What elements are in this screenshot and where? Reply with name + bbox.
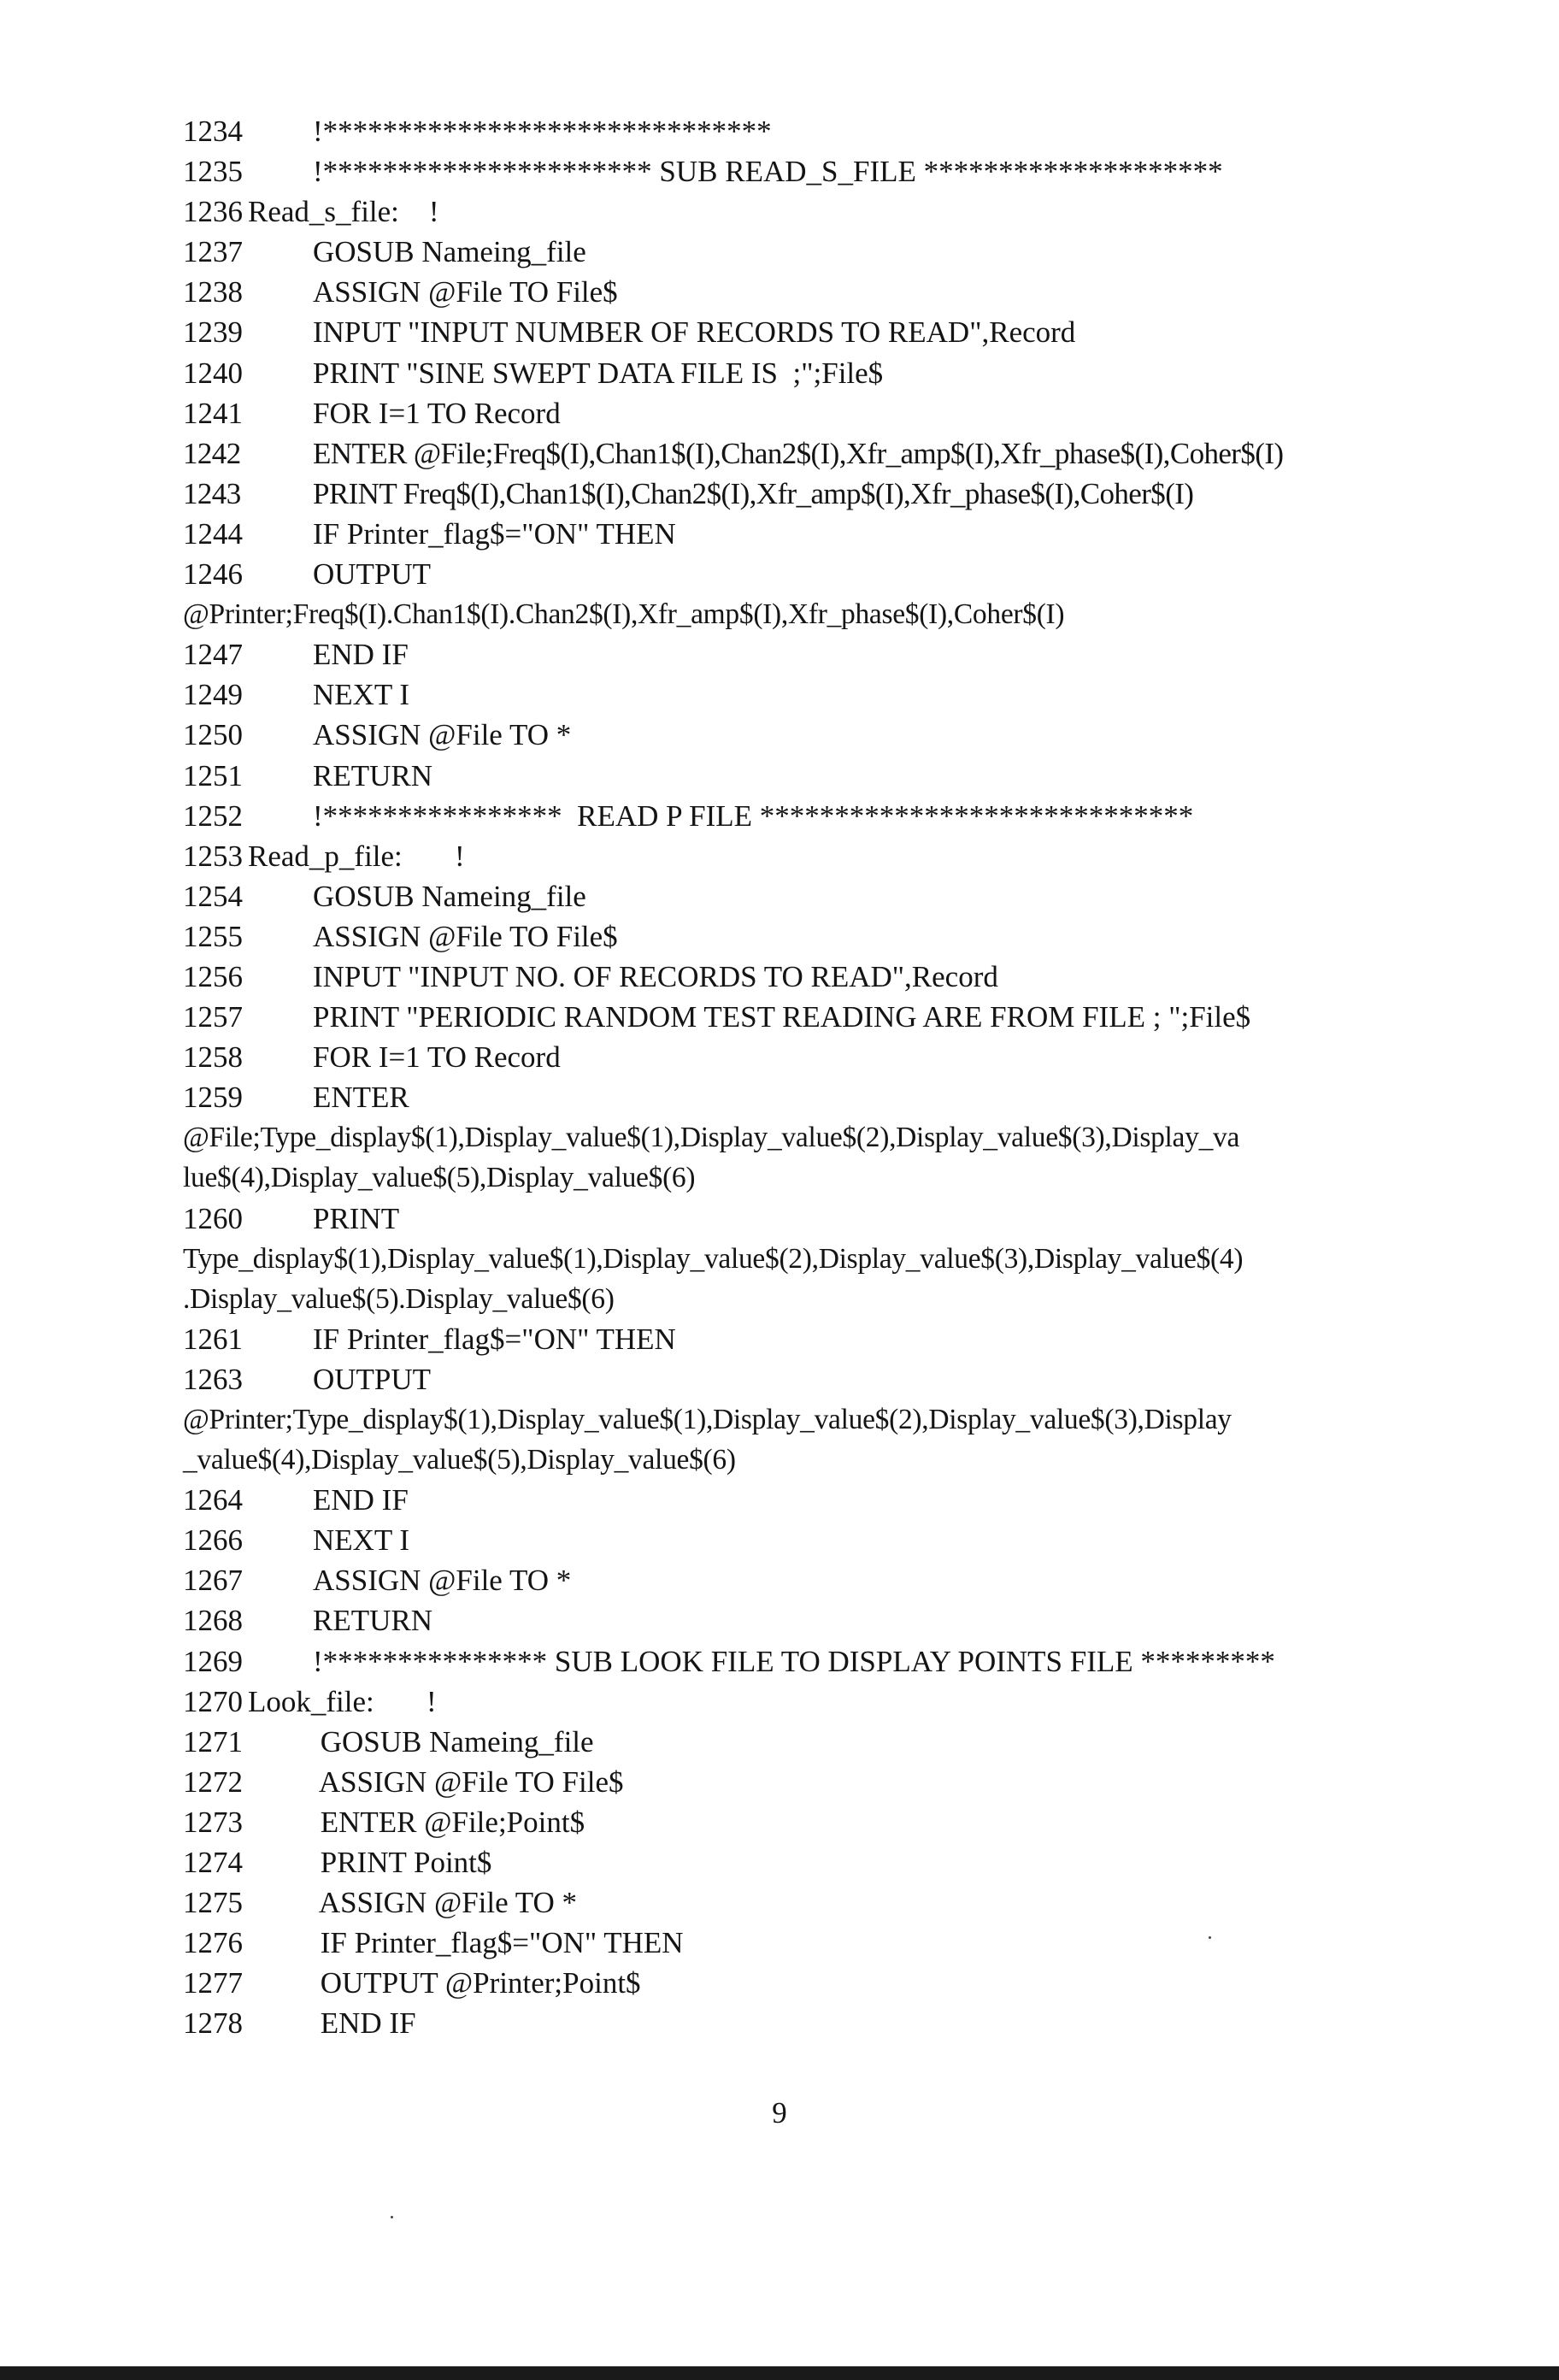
code-label: Read_s_file: ! — [248, 195, 439, 229]
code-continuation: @Printer;Type_display$(1),Display_value$(1),Display_value$(2),Display_value$(3),Display — [183, 1404, 1232, 1435]
line-number: 1260 — [183, 1201, 243, 1235]
line-number: 1250 — [183, 718, 243, 752]
code-statement: PRINT "PERIODIC RANDOM TEST READING ARE FROM FILE ; ";File$ — [313, 1000, 1251, 1034]
code-statement: END IF — [313, 2006, 416, 2041]
line-number: 1266 — [183, 1523, 243, 1558]
code-line — [183, 2003, 1482, 2043]
line-number: 1264 — [183, 1483, 243, 1517]
code-statement: OUTPUT @Printer;Point$ — [313, 1966, 641, 2000]
line-number: 1277 — [183, 1966, 243, 2000]
code-line — [183, 514, 1482, 554]
code-line — [183, 554, 1482, 594]
code-line — [183, 111, 1482, 151]
line-number: 1247 — [183, 638, 243, 672]
line-number: 1278 — [183, 2006, 243, 2041]
code-line — [183, 957, 1482, 997]
line-number: 1234 — [183, 115, 243, 148]
code-statement: ASSIGN @File TO * — [313, 718, 572, 752]
line-number: 1243 — [183, 476, 241, 510]
code-statement: RETURN — [313, 1604, 432, 1638]
line-number: 1270 — [183, 1684, 243, 1718]
code-continuation: @File;Type_display$(1),Display_value$(1),Display_value$(2),Display_value$(3),Display_va — [183, 1122, 1240, 1154]
code-statement: ASSIGN @File TO File$ — [313, 1764, 624, 1799]
code-label: Read_p_file: ! — [248, 839, 465, 873]
code-statement: GOSUB Nameing_file — [313, 235, 586, 269]
code-continuation: Type_display$(1),Display_value$(1),Display_value$(2),Display_value$(3),Display_value$(4) — [183, 1242, 1244, 1275]
code-statement: ENTER — [313, 1081, 409, 1115]
code-statement: FOR I=1 TO Record — [313, 1040, 561, 1075]
code-line — [183, 433, 1482, 474]
line-number: 1249 — [183, 678, 243, 712]
code-line — [183, 675, 1482, 715]
line-number: 1238 — [183, 275, 243, 309]
code-statement: ENTER @File;Freq$(I),Chan1$(I),Chan2$(I),Xfr_amp$(I),Xfr_phase$(I),Coher$(I) — [313, 436, 1284, 470]
line-number: 1274 — [183, 1846, 243, 1880]
code-statement: GOSUB Nameing_file — [313, 1724, 594, 1758]
code-statement: GOSUB Nameing_file — [313, 879, 586, 913]
line-number: 1240 — [183, 356, 243, 390]
line-number: 1241 — [183, 396, 243, 430]
line-number: 1239 — [183, 315, 243, 350]
code-statement: !**************** READ P FILE ***************************** — [313, 798, 1194, 833]
code-line — [183, 1319, 1482, 1359]
scan-bottom-edge — [0, 2366, 1559, 2380]
code-statement: INPUT "INPUT NO. OF RECORDS TO READ",Record — [313, 959, 998, 993]
code-line — [183, 1037, 1482, 1077]
code-line — [183, 1722, 1482, 1762]
line-number: 1275 — [183, 1886, 243, 1920]
line-number: 1246 — [183, 557, 243, 592]
code-statement: NEXT I — [313, 1523, 410, 1558]
line-number: 1251 — [183, 758, 243, 792]
line-number: 1272 — [183, 1764, 243, 1799]
line-number: 1237 — [183, 235, 243, 269]
line-number: 1273 — [183, 1805, 243, 1839]
code-line — [183, 715, 1482, 755]
code-line — [183, 1802, 1482, 1842]
code-listing — [183, 111, 1482, 2044]
code-statement: IF Printer_flag$="ON" THEN — [313, 1322, 676, 1356]
code-line — [183, 272, 1482, 312]
code-line — [183, 1359, 1482, 1399]
code-line — [183, 1923, 1482, 1963]
code-statement: INPUT "INPUT NUMBER OF RECORDS TO READ",Record — [313, 315, 1076, 350]
code-line — [183, 393, 1482, 433]
code-statement: OUTPUT — [313, 557, 432, 592]
code-line — [183, 634, 1482, 675]
page-number: 9 — [772, 2096, 787, 2130]
code-statement: PRINT Freq$(I),Chan1$(I),Chan2$(I),Xfr_amp$(I),Xfr_phase$(I),Coher$(I) — [313, 476, 1194, 510]
code-line — [183, 353, 1482, 393]
line-number: 1258 — [183, 1040, 243, 1075]
code-line — [183, 1077, 1482, 1117]
line-number: 1253 — [183, 839, 243, 873]
code-statement: END IF — [313, 1483, 409, 1517]
code-statement: FOR I=1 TO Record — [313, 396, 561, 430]
code-line — [183, 1560, 1482, 1600]
code-statement: IF Printer_flag$="ON" THEN — [313, 1926, 684, 1960]
code-line — [183, 1762, 1482, 1802]
code-statement: END IF — [313, 638, 409, 672]
line-number: 1269 — [183, 1644, 243, 1678]
line-number: 1276 — [183, 1926, 243, 1960]
code-line — [183, 1682, 1482, 1722]
code-continuation: lue$(4),Display_value$(5),Display_value$(6) — [183, 1162, 696, 1194]
code-statement: PRINT — [313, 1201, 400, 1235]
code-line — [183, 1963, 1482, 2003]
scan-speck — [391, 2216, 393, 2218]
line-number: 1257 — [183, 1000, 243, 1034]
code-statement: !********************** SUB READ_S_FILE ******************** — [313, 155, 1223, 189]
line-number: 1244 — [183, 516, 243, 551]
line-number: 1271 — [183, 1724, 243, 1758]
code-statement: !*************** SUB LOOK FILE TO DISPLAY POINTS FILE ********* — [313, 1644, 1275, 1678]
code-line — [183, 312, 1482, 352]
line-number: 1236 — [183, 195, 243, 229]
code-statement: PRINT Point$ — [313, 1846, 492, 1880]
code-line — [183, 474, 1482, 514]
code-continuation: @Printer;Freq$(I).Chan1$(I).Chan2$(I),Xfr_amp$(I),Xfr_phase$(I),Coher$(I) — [183, 598, 1065, 631]
code-line — [183, 1641, 1482, 1682]
code-line — [183, 151, 1482, 191]
code-statement: ASSIGN @File TO * — [313, 1564, 572, 1598]
code-line — [183, 1199, 1482, 1239]
code-line — [183, 997, 1482, 1037]
code-statement: IF Printer_flag$="ON" THEN — [313, 516, 676, 551]
code-line — [183, 916, 1482, 957]
code-line — [183, 1882, 1482, 1923]
code-statement: ASSIGN @File TO * — [313, 1886, 578, 1920]
code-line — [183, 756, 1482, 796]
code-continuation: .Display_value$(5).Display_value$(6) — [183, 1282, 615, 1315]
line-number: 1268 — [183, 1604, 243, 1638]
code-line — [183, 1480, 1482, 1520]
code-line — [183, 1600, 1482, 1641]
code-line — [183, 1520, 1482, 1560]
line-number: 1254 — [183, 879, 243, 913]
line-number: 1252 — [183, 798, 243, 833]
code-statement: PRINT "SINE SWEPT DATA FILE IS ;";File$ — [313, 356, 884, 390]
code-statement: RETURN — [313, 758, 432, 792]
line-number: 1242 — [183, 436, 241, 470]
code-statement: ASSIGN @File TO File$ — [313, 275, 618, 309]
code-line — [183, 232, 1482, 272]
line-number: 1255 — [183, 919, 243, 953]
code-statement: ENTER @File;Point$ — [313, 1805, 585, 1839]
code-continuation: _value$(4),Display_value$(5),Display_value$(6) — [183, 1444, 736, 1476]
code-line — [183, 836, 1482, 876]
code-statement: NEXT I — [313, 678, 410, 712]
line-number: 1259 — [183, 1081, 243, 1115]
code-line — [183, 1842, 1482, 1882]
line-number: 1256 — [183, 959, 243, 993]
line-number: 1267 — [183, 1564, 243, 1598]
code-line — [183, 191, 1482, 232]
line-number: 1263 — [183, 1362, 243, 1396]
scan-speck — [1209, 1936, 1211, 1939]
code-statement: ASSIGN @File TO File$ — [313, 919, 618, 953]
code-statement: OUTPUT — [313, 1362, 432, 1396]
code-label: Look_file: ! — [248, 1684, 437, 1718]
code-line — [183, 796, 1482, 836]
line-number: 1235 — [183, 155, 243, 189]
code-statement: !****************************** — [313, 115, 772, 148]
code-line — [183, 876, 1482, 916]
line-number: 1261 — [183, 1322, 243, 1356]
